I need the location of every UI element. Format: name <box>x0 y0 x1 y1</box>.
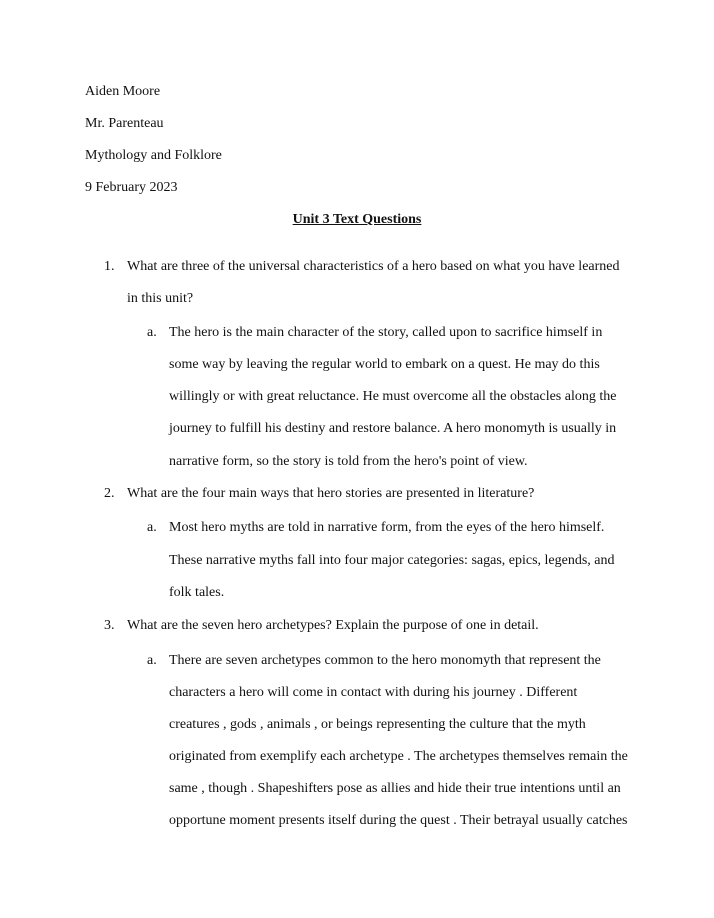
answer-text-line: opportune moment presents itself during the quest . Their betrayal usually catches <box>169 813 628 828</box>
answer-text-line: originated from exemplify each archetype . The archetypes themselves remain the <box>169 749 628 764</box>
answer-text-line: characters a hero will come in contact with during his journey . Different <box>169 685 578 700</box>
question-text-line: What are the four main ways that hero stories are presented in literature? <box>127 486 535 501</box>
answer-text-line: folk tales. <box>169 585 225 600</box>
answer-text-line: Most hero myths are told in narrative form, from the eyes of the hero himself. <box>169 520 605 535</box>
answer-marker: a. <box>147 520 157 535</box>
answer-text-line: journey to fulfill his destiny and restore balance. A hero monomyth is usually in <box>169 421 617 436</box>
answer-marker: a. <box>147 653 157 668</box>
question-text-line: in this unit? <box>127 291 194 306</box>
question-number: 2. <box>104 486 115 501</box>
document-title: Unit 3 Text Questions <box>292 212 422 227</box>
answer-text-line: There are seven archetypes common to the hero monomyth that represent the <box>169 653 601 668</box>
question-text-line: What are three of the universal characteristics of a hero based on what you have learned <box>127 259 620 274</box>
teacher-name: Mr. Parenteau <box>85 116 164 131</box>
answer-text-line: same , though . Shapeshifters pose as allies and hide their true intentions until an <box>169 781 621 796</box>
student-name: Aiden Moore <box>85 84 161 99</box>
answer-text-line: willingly or with great reluctance. He must overcome all the obstacles along the <box>169 389 617 404</box>
question-text-line: What are the seven hero archetypes? Explain the purpose of one in detail. <box>127 618 539 633</box>
answer-marker: a. <box>147 325 157 340</box>
answer-text-line: creatures , gods , animals , or beings representing the culture that the myth <box>169 717 586 732</box>
course-name: Mythology and Folklore <box>85 148 222 163</box>
answer-text-line: These narrative myths fall into four major categories: sagas, epics, legends, and <box>169 553 615 568</box>
answer-text-line: some way by leaving the regular world to embark on a quest. He may do this <box>169 357 600 372</box>
answer-text-line: narrative form, so the story is told from the hero's point of view. <box>169 454 528 469</box>
question-number: 1. <box>104 259 115 274</box>
answer-text-line: The hero is the main character of the story, called upon to sacrifice himself in <box>169 325 603 340</box>
question-number: 3. <box>104 618 115 633</box>
document-date: 9 February 2023 <box>85 180 178 195</box>
